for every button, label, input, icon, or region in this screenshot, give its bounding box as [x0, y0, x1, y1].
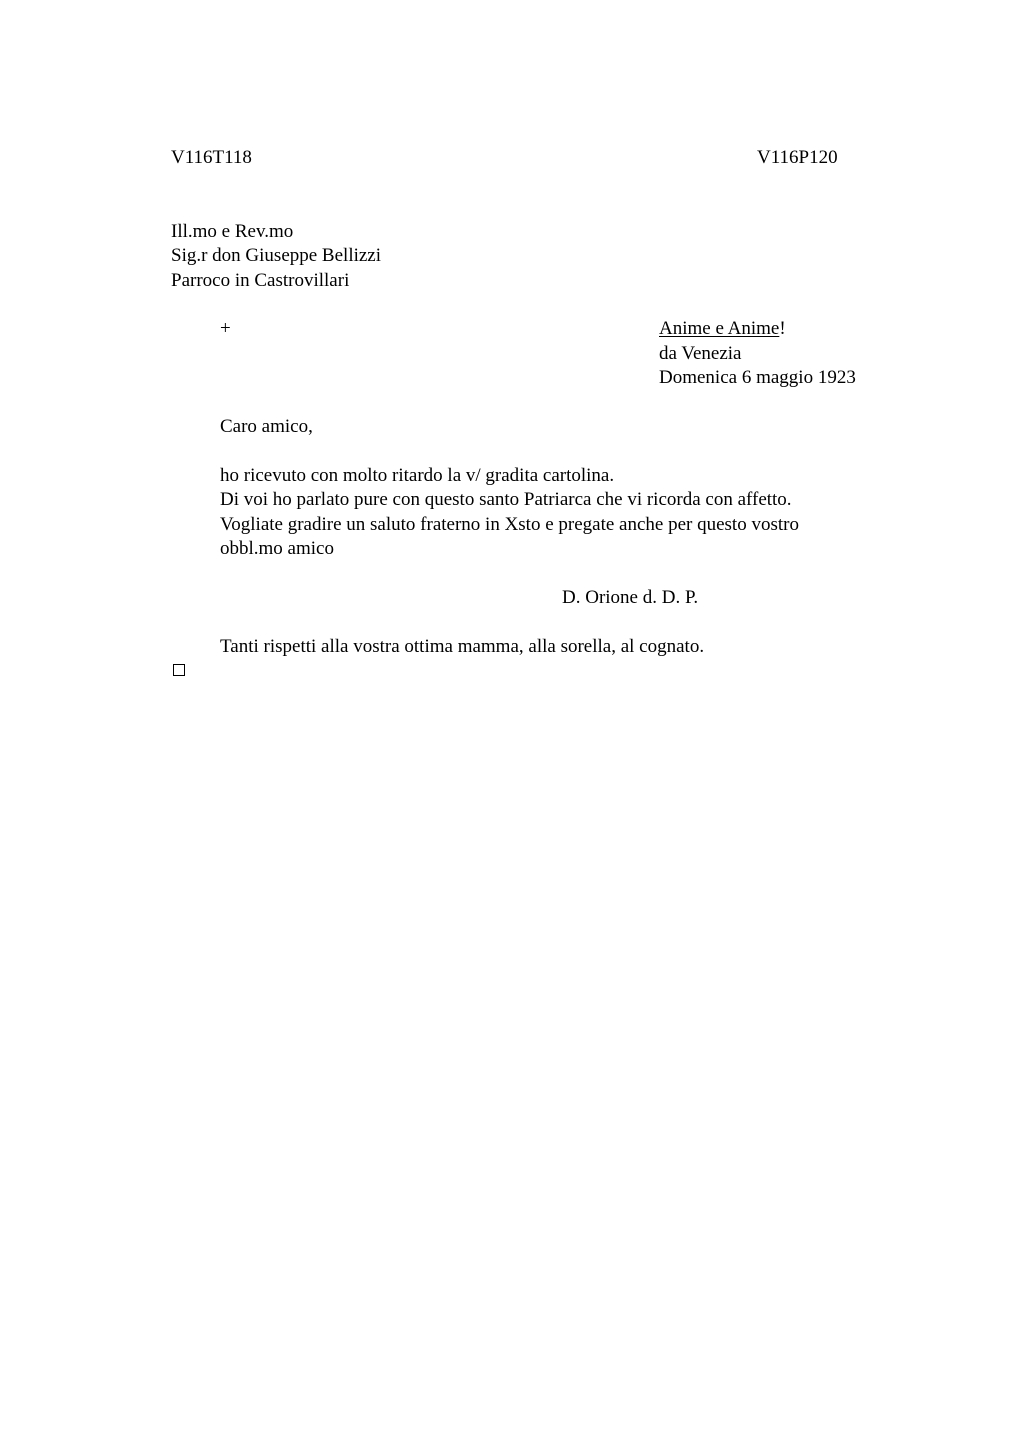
postscript: Tanti rispetti alla vostra ottima mamma, alla sorella, al cognato. — [220, 636, 705, 657]
salutation: Caro amico, — [220, 416, 313, 437]
body-line-4: obbl.mo amico — [220, 538, 334, 559]
dateline-date: Domenica 6 maggio 1923 — [659, 367, 856, 388]
motto-underlined: Anime e Anime — [659, 318, 780, 339]
address-line-3: Parroco in Castrovillari — [171, 270, 350, 291]
address-line-2: Sig.r don Giuseppe Bellizzi — [171, 245, 382, 266]
signature: D. Orione d. D. P. — [562, 587, 699, 608]
cross-symbol: + — [220, 318, 231, 339]
motto-suffix: ! — [779, 318, 786, 339]
document-code-right: V116P120 — [757, 147, 838, 168]
body-line-1: ho ricevuto con molto ritardo la v/ gradita cartolina. — [220, 465, 615, 486]
end-marker-box — [173, 664, 185, 676]
document-code-left: V116T118 — [171, 147, 252, 168]
dateline-place: da Venezia — [659, 343, 742, 364]
body-line-2: Di voi ho parlato pure con questo santo Patriarca che vi ricorda con affetto. — [220, 489, 792, 510]
body-line-3: Vogliate gradire un saluto fraterno in Xsto e pregate anche per questo vostro — [220, 514, 799, 535]
address-line-1: Ill.mo e Rev.mo — [171, 221, 294, 242]
motto — [659, 317, 786, 341]
